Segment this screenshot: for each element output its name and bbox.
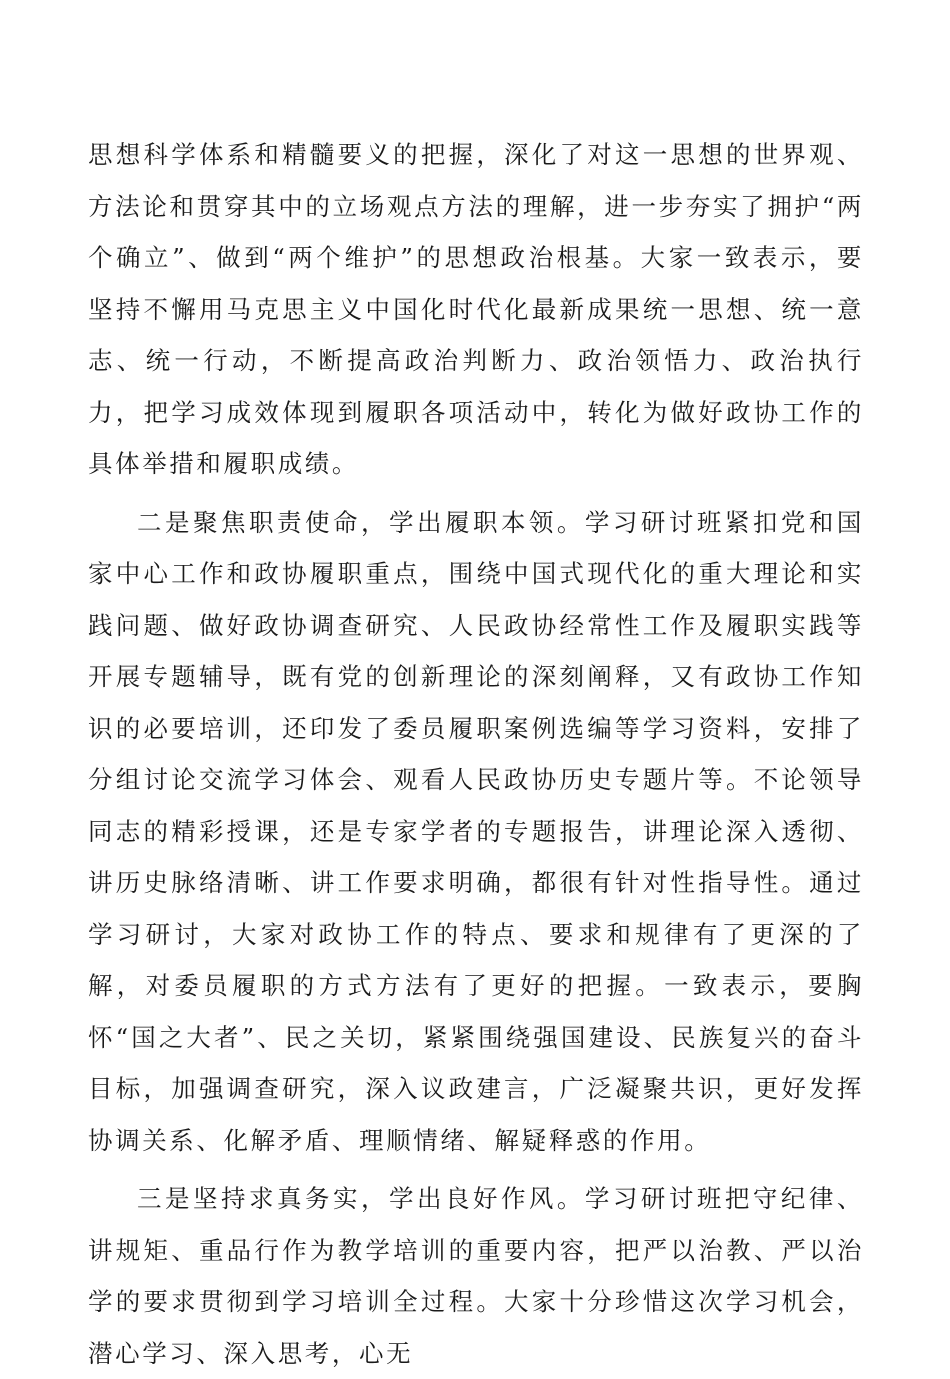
paragraph-third-point: 三是坚持求真务实，学出良好作风。学习研讨班把守纪律、讲规矩、重品行作为教学培训的重要内容，把严以治教、严以治学的要求贯彻到学习培训全过程。大家十分珍惜这次学习机会，潜心学习、深入思考，心无 — [88, 1184, 864, 1368]
document-body — [88, 129, 864, 1379]
paragraph-continuation: 思想科学体系和精髓要义的把握，深化了对这一思想的世界观、方法论和贯穿其中的立场观点方法的理解，进一步夯实了拥护“两个确立”、做到“两个维护”的思想政治根基。大家一致表示，要坚持不懈用马克思主义中国化时代化最新成果统一思想、统一意志、统一行动，不断提高政治判断力、政治领悟力、政治执行力，把学习成效体现到履职各项活动中，转化为做好政协工作的具体举措和履职成绩。 — [88, 140, 864, 478]
paragraph-second-point: 二是聚焦职责使命，学出履职本领。学习研讨班紧扣党和国家中心工作和政协履职重点，围绕中国式现代化的重大理论和实践问题、做好政协调查研究、人民政协经常性工作及履职实践等开展专题辅导，既有党的创新理论的深刻阐释，又有政协工作知识的必要培训，还印发了委员履职案例选编等学习资料，安排了分组讨论交流学习体会、观看人民政协历史专题片等。不论领导同志的精彩授课，还是专家学者的专题报告，讲理论深入透彻、讲历史脉络清晰、讲工作要求明确，都很有针对性指导性。通过学习研讨，大家对政协工作的特点、要求和规律有了更深的了解，对委员履职的方式方法有了更好的把握。一致表示，要胸怀“国之大者”、民之关切，紧紧围绕强国建设、民族复兴的奋斗目标，加强调查研究，深入议政建言，广泛凝聚共识，更好发挥协调关系、化解矛盾、理顺情绪、解疑释惑的作用。 — [88, 507, 864, 1155]
